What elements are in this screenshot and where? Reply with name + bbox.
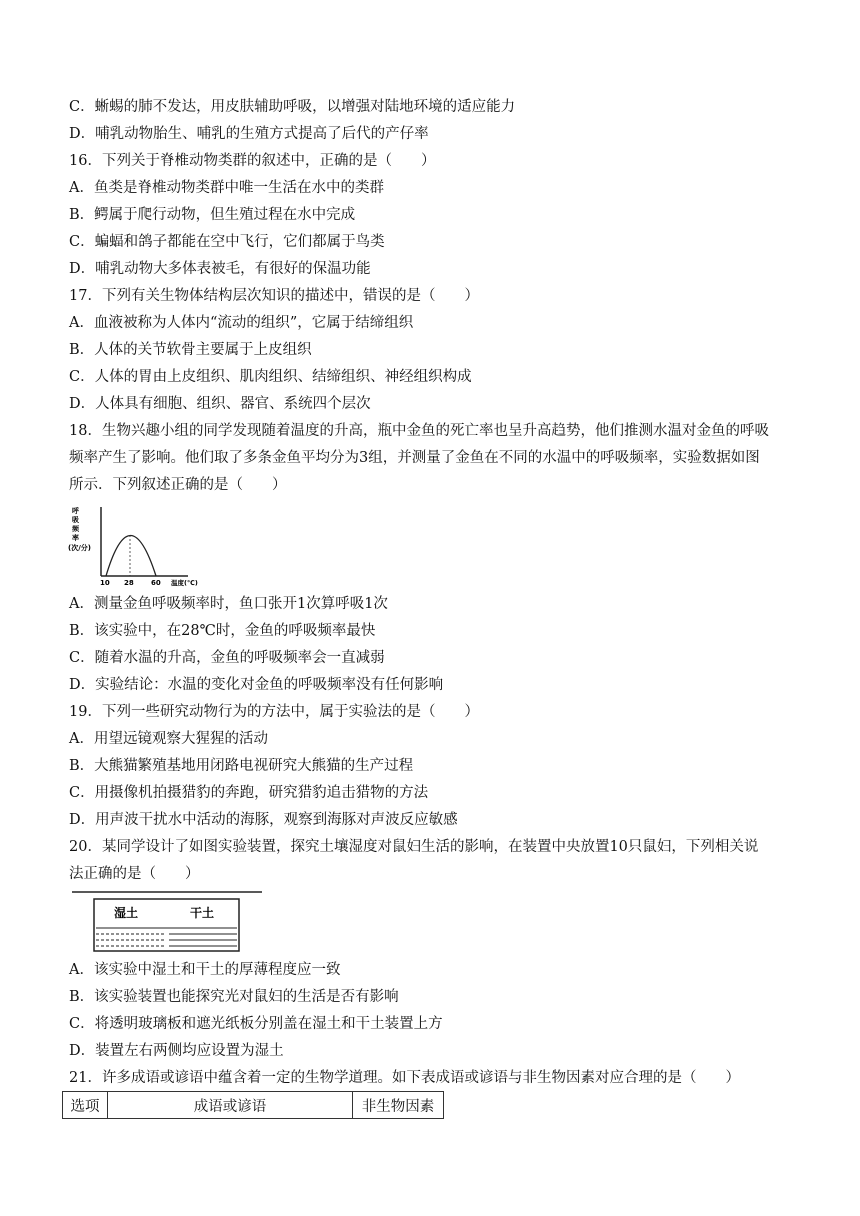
question-18: 18．生物兴趣小组的同学发现随着温度的升高，瓶中金鱼的死亡率也呈升高趋势，他们推测水温对金鱼的呼吸 [69, 423, 769, 439]
answer-table [62, 1091, 444, 1119]
text-line: 法正确的是（ ） [69, 866, 200, 882]
dry-soil-label: 干土 [190, 906, 215, 920]
text-line: 所示．下列叙述正确的是（ ） [69, 477, 287, 493]
question-17: 17．下列有关生物体结构层次知识的描述中，错误的是（ ） [69, 288, 479, 304]
curve [106, 536, 156, 577]
option-a: A．鱼类是脊椎动物类群中唯一生活在水中的类群 [69, 180, 384, 196]
y-axis-label: 呼 [72, 507, 79, 515]
text-line: 频率产生了影响。他们取了多条金鱼平均分为3组，并测量了金鱼在不同的水温中的呼吸频率，实验数据如图 [69, 450, 760, 466]
option-c: C．人体的胃由上皮组织、肌肉组织、结缔组织、神经组织构成 [69, 369, 472, 385]
option-b: B．该实验装置也能探究光对鼠妇的生活是否有影响 [69, 989, 399, 1005]
table-header-cell: 成语或谚语 [108, 1092, 353, 1119]
table-header-row [63, 1092, 444, 1119]
option-a: A．该实验中湿土和干土的厚薄程度应一致 [69, 962, 341, 978]
y-axis-label: 率 [72, 534, 79, 542]
x-tick-label: 60 [151, 579, 161, 587]
option-a: A．血液被称为人体内“流动的组织”，它属于结缔组织 [69, 315, 414, 331]
option-a: A．用望远镜观察大猩猩的活动 [69, 731, 268, 747]
breathing-rate-graph [68, 503, 203, 588]
option-d: D．哺乳动物大多体表被毛，有很好的保温功能 [69, 261, 371, 277]
option-c: C．随着水温的升高，金鱼的呼吸频率会一直减弱 [69, 650, 385, 666]
x-axis-label: 温度(℃) [171, 579, 198, 587]
option-c: C．将透明玻璃板和遮光纸板分别盖在湿土和干土装置上方 [69, 1016, 443, 1032]
question-20: 20．某同学设计了如图实验装置，探究土壤湿度对鼠妇生活的影响，在装置中央放置10只鼠妇，下列相关说 [69, 839, 759, 855]
question-16: 16．下列关于脊椎动物类群的叙述中，正确的是（ ） [69, 153, 436, 169]
option-b: B．鳄属于爬行动物，但生殖过程在水中完成 [69, 207, 356, 223]
option-b: B．人体的关节软骨主要属于上皮组织 [69, 342, 312, 358]
option-c: C．蝙蝠和鸽子都能在空中飞行，它们都属于鸟类 [69, 234, 385, 250]
y-axis-label: 频 [72, 525, 79, 533]
y-axis-label: 吸 [72, 516, 79, 524]
option-d: D．实验结论：水温的变化对金鱼的呼吸频率没有任何影响 [69, 677, 444, 693]
question-21: 21．许多成语或谚语中蕴含着一定的生物学道理。如下表成语或谚语与非生物因素对应合理的是（ ） [69, 1070, 740, 1086]
soil-experiment-device [72, 887, 264, 957]
table-header-cell: 选项 [63, 1092, 108, 1119]
option-b: B．大熊猫繁殖基地用闭路电视研究大熊猫的生产过程 [69, 758, 414, 774]
wet-soil-label: 湿土 [114, 906, 139, 920]
text-line: D．哺乳动物胎生、哺乳的生殖方式提高了后代的产仔率 [69, 126, 429, 142]
x-tick-label: 10 [100, 579, 110, 587]
x-tick-label: 28 [124, 579, 134, 587]
table-header-cell: 非生物因素 [353, 1092, 444, 1119]
text-line: C．蜥蜴的肺不发达，用皮肤辅助呼吸，以增强对陆地环境的适应能力 [69, 99, 516, 115]
option-a: A．测量金鱼呼吸频率时，鱼口张开1次算呼吸1次 [69, 596, 388, 612]
option-d: D．装置左右两侧均应设置为湿土 [69, 1043, 284, 1059]
option-d: D．人体具有细胞、组织、器官、系统四个层次 [69, 396, 371, 412]
option-c: C．用摄像机拍摄猎豹的奔跑，研究猎豹追击猎物的方法 [69, 785, 429, 801]
y-axis-label: (次/分) [68, 544, 91, 552]
option-d: D．用声波干扰水中活动的海豚，观察到海豚对声波反应敏感 [69, 812, 458, 828]
question-19: 19．下列一些研究动物行为的方法中，属于实验法的是（ ） [69, 704, 479, 720]
option-b: B．该实验中，在28℃时，金鱼的呼吸频率最快 [69, 623, 376, 639]
